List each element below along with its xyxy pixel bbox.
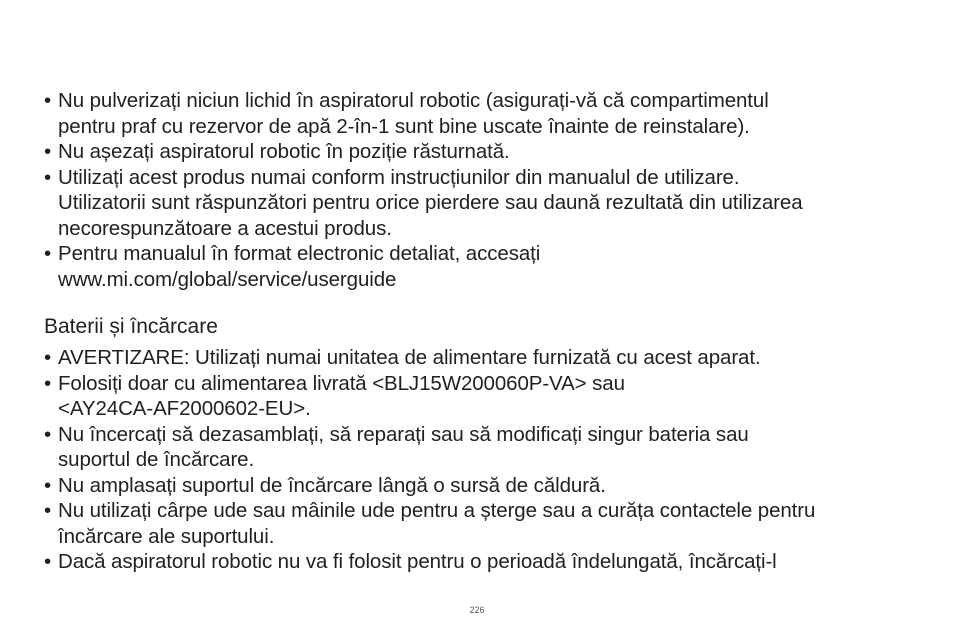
section-heading-battery: Baterii și încărcare bbox=[44, 315, 218, 338]
list-item-line: Folosiți doar cu alimentarea livrată <BLJ15W200060P-VA> sau bbox=[58, 371, 625, 395]
intro-bullet-list bbox=[44, 88, 924, 292]
list-item-line: Nu utilizați cârpe ude sau mâinile ude pentru a șterge sau a curăța contactele pentru bbox=[58, 499, 816, 522]
list-item-line: AVERTIZARE: Utilizați numai unitatea de alimentare furnizată cu acest aparat. bbox=[58, 346, 761, 369]
list-item-line: Nu pulverizați niciun lichid în aspiratorul robotic (asigurați-vă că compartimentul bbox=[58, 89, 769, 112]
list-item bbox=[44, 139, 924, 165]
list-item-line: Nu încercați să dezasamblați, să reparați sau să modificați singur bateria sau bbox=[58, 422, 749, 446]
page-number: 226 bbox=[469, 605, 485, 615]
bullet-marker: • bbox=[44, 371, 52, 395]
bullet-marker: • bbox=[44, 242, 52, 265]
list-item-line: Utilizatorii sunt răspunzători pentru orice pierdere sau daună rezultată din utilizarea bbox=[58, 191, 803, 214]
list-item-line: necorespunzătoare a acestui produs. bbox=[58, 216, 392, 240]
list-item bbox=[44, 88, 924, 139]
bullet-marker: • bbox=[44, 346, 52, 369]
list-item-line: Nu așezați aspiratorul robotic în poziție răsturnată. bbox=[58, 140, 510, 163]
list-item-line: pentru praf cu rezervor de apă 2-în-1 sunt bine uscate înainte de reinstalare). bbox=[58, 114, 750, 138]
page-content bbox=[44, 88, 924, 575]
bullet-marker: • bbox=[44, 550, 52, 573]
list-item bbox=[44, 345, 924, 371]
list-item-line: încărcare ale suportului. bbox=[58, 524, 275, 548]
bullet-marker: • bbox=[44, 165, 52, 189]
list-item bbox=[44, 549, 924, 575]
bullet-marker: • bbox=[44, 499, 52, 522]
list-item-line: Nu amplasați suportul de încărcare lângă o sursă de căldură. bbox=[58, 473, 606, 497]
list-item bbox=[44, 165, 924, 242]
list-item bbox=[44, 473, 924, 499]
list-item-line: Pentru manualul în format electronic detaliat, accesați bbox=[58, 242, 541, 265]
list-item bbox=[44, 371, 924, 422]
list-item-line: <AY24CA-AF2000602-EU>. bbox=[58, 397, 311, 420]
bullet-marker: • bbox=[44, 140, 52, 163]
bullet-marker: • bbox=[44, 422, 52, 446]
bullet-marker: • bbox=[44, 473, 52, 497]
battery-bullet-list bbox=[44, 345, 924, 575]
list-item-line: suportul de încărcare. bbox=[58, 448, 255, 471]
list-item-line: Utilizați acest produs numai conform instrucțiunilor din manualul de utilizare. bbox=[58, 165, 740, 189]
list-item-line: Dacă aspiratorul robotic nu va fi folosit pentru o perioadă îndelungată, încărcați-l bbox=[58, 550, 777, 573]
list-item bbox=[44, 498, 924, 549]
list-item-line: www.mi.com/global/service/userguide bbox=[58, 267, 397, 291]
bullet-marker: • bbox=[44, 89, 52, 112]
list-item bbox=[44, 422, 924, 473]
list-item bbox=[44, 241, 924, 292]
